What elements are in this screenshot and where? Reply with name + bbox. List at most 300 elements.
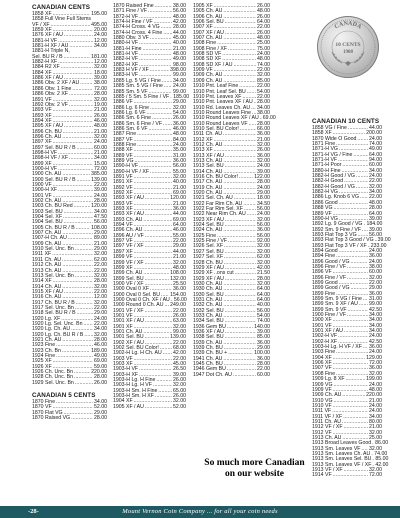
leader-dots <box>233 373 256 378</box>
coin-description: 1906 XF <box>312 360 332 367</box>
leader-dots <box>69 44 93 49</box>
coin-price: 32.00 <box>94 272 107 279</box>
coin-description: 1913 Ch. AU <box>32 267 62 274</box>
coin-description: 1913 Sm. Leaves VF / XF <box>312 461 372 468</box>
coin-price: 28.00 <box>257 361 270 368</box>
coin-description: 1901 XF <box>113 323 133 330</box>
coin-price: 34.00 <box>94 155 107 162</box>
coin-price: 36.00 <box>257 227 270 234</box>
coin-price: 36.00 <box>369 253 382 260</box>
coin-description: 1903 Ch. BU Red <box>32 203 73 210</box>
leader-dots <box>71 416 93 421</box>
coin-price: 54.00 <box>257 88 270 95</box>
coin-description: 1910 Round Leaves Fine <box>193 109 251 116</box>
coin-description: 1900 Oval 0 XF <box>113 286 150 293</box>
coin-description: 1871 Fine / VF <box>113 8 148 15</box>
coin-price: 24.00 <box>257 211 270 218</box>
coin-price: 36.00 <box>257 339 270 346</box>
coin-price: 22.00 <box>94 304 107 311</box>
coin-description: 1907 XF / AU <box>193 29 224 36</box>
coin-price: 56.00 <box>257 307 270 314</box>
coin-description: 1887 Fine <box>113 131 137 138</box>
coin-description: 1901 XF / AU <box>113 318 144 325</box>
coin-description: 1916 Ch. AU <box>32 294 62 301</box>
coin-description: 1893 VF <box>32 107 52 114</box>
coin-description: 1913 Sel. BU <box>193 163 224 170</box>
coin-price: 25.00 <box>369 434 382 441</box>
coin-price: 45.00 <box>173 35 186 42</box>
coin-price: 24.00 <box>173 141 186 148</box>
coin-price: 55.00 <box>173 232 186 239</box>
coin-description: 1874-H Fine / VF <box>113 19 153 26</box>
coin-price: 99.00 <box>173 72 186 79</box>
coin-description: 1917 Ch. AU <box>193 179 223 186</box>
coin-description: 1889 VG <box>113 157 134 164</box>
coin-price: 120.00 <box>170 195 186 202</box>
coin-price: 28.00 <box>94 336 107 343</box>
coin-description: 1917 Sel. Unc. Bn <box>32 304 74 311</box>
price-row <box>113 405 186 410</box>
coin-price: 99.00 <box>369 301 382 308</box>
coin-price: 26.00 <box>173 393 186 400</box>
coin-description: 1893 Flat Top 3 VG <box>312 231 357 238</box>
coin-price: 28.00 <box>257 275 270 282</box>
coin-price: 398.00 <box>170 67 186 74</box>
coin-description: 1899 Fine <box>312 290 336 297</box>
coin-description: 1922 Near Rim Ch. AU <box>193 211 246 218</box>
page-number: -28- <box>28 508 39 515</box>
coin-price: 56.00 <box>94 219 107 226</box>
coin-description: 1885 Sm. 5 VF <box>113 88 148 95</box>
coin-price: 72.00 <box>369 472 382 479</box>
coin-price: 56.00 <box>173 8 186 15</box>
coin-description: 1920 Lg. Ch. BU R / B <box>32 331 84 338</box>
coin-price: 22.00 <box>257 24 270 31</box>
coin-price: 181.00 <box>91 53 107 60</box>
coin-description: 1899 Sm. 9 XF / AU <box>312 301 358 308</box>
coin-description: 1887 VF <box>113 136 133 143</box>
coin-price: 44.00 <box>173 29 186 36</box>
coin-description: 1907 VF <box>312 365 332 372</box>
coin-price: 48.00 <box>173 13 186 20</box>
coin-description: 1896 Ch. AU <box>113 227 143 234</box>
coin-price: 46.00 <box>173 227 186 234</box>
coin-price: 38.00 <box>257 109 270 116</box>
coin-price: 48.00 <box>173 51 186 58</box>
coin-price: 31.00 <box>369 296 382 302</box>
coin-description: 1892 Lg. 9 Good / VG <box>312 221 363 228</box>
coin-description: 1900-H VF <box>32 165 58 172</box>
coin-description: 1858 VG / Fine <box>312 125 347 131</box>
coin-description: 1900 XF <box>312 317 332 324</box>
coin-description: 1922 Far Rim Sel. XF <box>193 206 243 213</box>
coin-description: 1934 Sel. BU <box>193 318 224 325</box>
coin-price: 42.00 <box>173 350 186 357</box>
coin-price: 22.00 <box>173 355 186 362</box>
coin-description: 1924 Ch. AU <box>193 227 223 234</box>
coin-price: 48.00 <box>257 56 270 63</box>
coin-price: 38.00 <box>173 3 186 9</box>
coin-description: 1910 Sel. BU Color! <box>193 125 239 132</box>
coin-description: 1881-H XF / AU <box>32 43 69 50</box>
coin-description: 1897 VF <box>113 238 133 245</box>
coin-description: 1908 SD XF / AU <box>193 61 233 68</box>
coin-price: 85.00 <box>257 77 270 84</box>
coin-price: 44.00 <box>173 211 186 218</box>
coin-price: 56.00 <box>257 232 270 239</box>
coin-description: 1926 XF <box>32 363 52 370</box>
price-list-10-cents <box>312 125 391 479</box>
coin-description: 1882-H Good <box>312 178 344 185</box>
coin-denomination: 10 CENTS <box>335 42 361 48</box>
coin-price: 26.00 <box>257 29 270 36</box>
coin-price: 22.00 <box>94 320 107 327</box>
coin-price: 39.00 <box>94 187 107 194</box>
coin-description: 1886 XF / AU <box>32 75 63 82</box>
coin-price: 64.00 <box>257 296 270 303</box>
coin-description: 1947 Dot Ch. AU <box>193 371 232 378</box>
coin-price: 21.00 <box>94 128 107 135</box>
price-row <box>32 416 107 421</box>
coin-price: 32.00 <box>257 216 270 223</box>
coin-description: 1900 Oval 0 Ch. XF / AU <box>113 296 170 303</box>
coin-price: 84.00 <box>173 136 186 143</box>
coin-price: 26.00 <box>173 377 186 384</box>
coin-description: 1913 Sm. Leaves Sel. BU <box>312 456 372 463</box>
price-row <box>312 473 382 478</box>
coin-price: 220.00 <box>366 392 382 399</box>
coin-description: 1905 XF <box>193 3 213 9</box>
coin-price: 108.00 <box>170 270 186 277</box>
coin-price: 38.00 <box>94 80 107 87</box>
coin-price: 22.00 <box>94 262 107 269</box>
footer-tagline: Mount Vernon Coin Company ... for all your coin needs <box>122 508 278 515</box>
coin-price: 35.00 <box>173 147 186 154</box>
coin-description: 1871-H VF <box>312 157 338 164</box>
coin-description: 1897 XF <box>113 248 133 255</box>
coin-description: 1911 Ch. AU <box>32 256 62 263</box>
coin-description: 1925 XF <box>32 358 52 365</box>
footer-bar <box>0 506 400 518</box>
coin-price: 63.00 <box>173 318 186 325</box>
coin-description: 1886 Lg. Knob 6 VG <box>312 194 360 201</box>
coin-price: 64.00 <box>369 210 382 217</box>
coin-description: 1909 Ch. AU <box>32 240 62 247</box>
coin-description: 1871 Fine <box>312 141 336 148</box>
coin-description: 1888 XF <box>113 147 133 154</box>
coin-description: 1913 Ch. AU <box>193 157 223 164</box>
coin-description: 1911 VF <box>312 408 332 415</box>
coin-price: 64.00 <box>369 151 382 158</box>
coin-price: 99.00 <box>173 88 186 95</box>
coin-description: 1909 Ch. AU <box>193 77 223 84</box>
coin-price: 18.00 <box>257 195 270 202</box>
coin-price: 26.00 <box>173 115 186 122</box>
coin-description: 1929 XF / AU <box>193 275 224 282</box>
coin-price: 32.00 <box>257 72 270 79</box>
leader-dots <box>145 405 172 410</box>
coin-price: 22.00 <box>173 238 186 245</box>
coin-description: 1886 Sm. 6 Fine / VF <box>113 120 163 127</box>
coin-price: 28.00 <box>173 24 186 31</box>
coin-description: 1903-H XF <box>113 371 139 378</box>
coin-price: 65.00 <box>173 387 186 394</box>
coin-description: 1882-H VG <box>312 189 338 196</box>
coin-price: 129.00 <box>366 354 382 361</box>
coin-price: 69.00 <box>173 190 186 197</box>
coin-price: 56.00 <box>257 206 270 213</box>
coin-price: 32.00 <box>94 331 107 338</box>
coin-price: 36.00 <box>173 286 186 293</box>
coin-price: 28.00 <box>94 374 107 381</box>
coin-description: 1905 Ch. BU R / B <box>32 224 75 231</box>
coin-description: 1890-H VG <box>312 215 338 222</box>
coin-description: 1905 XF / AU <box>113 403 144 410</box>
coin-description: 1870 Fine <box>32 399 56 406</box>
coin-description: 1896 Good / VG <box>312 258 350 265</box>
coin-price: 28.00 <box>94 198 107 205</box>
coin-description: 1882-H VF <box>113 56 139 63</box>
coin-price: 38.00 <box>369 263 382 270</box>
coin-price: 40.00 <box>257 302 270 309</box>
coin-price: 32.00 <box>369 429 382 436</box>
coin-price: 36.00 <box>369 290 382 297</box>
coin-price: 24.00 <box>369 173 382 180</box>
coin-description: 1884 R2 XF <box>32 64 60 71</box>
coin-price: 22.00 <box>173 339 186 346</box>
coin-description: 1910 VF <box>312 402 332 409</box>
coin-price: 54.00 <box>173 109 186 116</box>
coin-description: 1933 Ch. AU <box>193 312 223 319</box>
price-row <box>193 373 270 378</box>
coin-description: 1897 Sel. BU R / B <box>32 144 76 151</box>
coin-description: 1886 Obv. 1 Fine <box>32 85 72 92</box>
coin-price: 24.00 <box>94 139 107 146</box>
coin-description: 1880 Obv. 3 VF <box>113 35 149 42</box>
coin-price: 24.00 <box>369 402 382 409</box>
coin-price: 39.00 <box>377 237 391 244</box>
coin-description: 1904 XF <box>113 398 133 405</box>
coin-price: 233.00 <box>370 242 387 249</box>
coin-price: 47.50 <box>94 214 107 221</box>
coin-description: 1889 VF <box>312 210 332 217</box>
coin-price: 29.00 <box>173 99 186 106</box>
coin-price: 22.00 <box>369 279 382 286</box>
coin-price: 98.00 <box>173 61 186 68</box>
coin-description: 1920 Lg. Ch. AU <box>32 326 71 333</box>
coin-description: 1903-H Lg. H VF <box>113 382 152 389</box>
coin-description: 1941 Ch. AU <box>193 355 223 362</box>
coin-price: 24.00 <box>369 135 382 142</box>
coin-description: 1892 Obv. 2 VF <box>32 101 68 108</box>
coin-description: 1929 XF ..ons cut <box>193 270 234 277</box>
coin-description: 1925 Fine / VF <box>193 238 228 245</box>
coin-description: 1921 Ch. AU <box>32 336 62 343</box>
coin-description: 1896 AU / VF <box>113 232 144 239</box>
coin-description: 1903 Sel. BU <box>32 208 63 215</box>
coin-description: 1913 Sel. Unc. Bn <box>32 272 74 279</box>
coin-description: 1859 XF <box>32 27 52 34</box>
coin-price: 62.00 <box>257 254 270 261</box>
coin-price: 72.00 <box>369 360 382 367</box>
coin-price: 28.00 <box>94 278 107 285</box>
coin-description: 1890-H VF / XF <box>113 168 150 175</box>
coin-price: 21.00 <box>369 424 382 431</box>
coin-description: 1914 XF <box>32 278 52 285</box>
coin-description: 1891 XF <box>113 179 133 186</box>
coin-description: 1903 Fine <box>312 349 336 356</box>
coin-description: 1881-H Fine <box>113 45 142 52</box>
coin-description: 1882-H Good / VG <box>312 173 355 180</box>
coin-price: 24.00 <box>369 408 382 415</box>
coin-price: 34.50 <box>257 200 270 207</box>
coin-description: 1910 Rd. Leaves Ch. AU <box>193 104 251 111</box>
coin-price: 24.00 <box>173 83 186 90</box>
coin-price: 21.00 <box>173 184 186 191</box>
coin-description: 1916 Ch. BU Color! <box>193 174 238 180</box>
coin-price: 74.00 <box>257 61 270 68</box>
coin-description: 1928 Ch. BU <box>193 259 223 266</box>
coin-price: 94.00 <box>369 157 382 164</box>
coin-price: 32.00 <box>173 398 186 405</box>
coin-description: 1871-H VG <box>312 146 338 153</box>
coin-description: 1902-H XF <box>312 338 338 345</box>
coin-price: 29.00 <box>369 285 382 292</box>
coin-description: 1910 Sel. Unc. Bn <box>32 246 74 253</box>
coin-description: 1886 Obv. 2 XF <box>32 91 68 98</box>
coin-description: 1896 Ch. AU <box>32 133 62 140</box>
coin-description: 1910 Round Leaves VF <box>193 120 248 127</box>
coin-price: 249.00 <box>170 302 186 309</box>
coin-description: 1932 Sel. BU <box>193 307 224 314</box>
coin-description: 1914 Ch. AU <box>193 168 223 175</box>
coin-price: 34.00 <box>173 77 186 84</box>
price-row <box>32 381 107 386</box>
coin-description: 1903-H VF <box>113 366 139 373</box>
column-2 <box>113 3 190 410</box>
section-heading-5-cents: CANADIAN 5 CENTS <box>32 392 96 400</box>
coin-price: 40.00 <box>173 40 186 47</box>
coin-price: 60.00 <box>369 269 382 276</box>
coin-price: 22.00 <box>369 194 382 201</box>
coin-price: 154.00 <box>170 291 186 298</box>
coin-price: 21.00 <box>94 107 107 114</box>
coin-description: 1931 Ch. AU <box>193 296 223 303</box>
coin-price: 39.00 <box>173 371 186 378</box>
coin-price: 74.00 <box>257 318 270 325</box>
coin-description: 1913 XF <box>193 147 213 154</box>
coin-description: 1926 Sel. XF <box>193 243 223 250</box>
coin-description: 1939 Ch. AU <box>193 339 223 346</box>
coin-price: 56.00 <box>173 163 186 170</box>
coin-price: 21.00 <box>173 254 186 261</box>
coin-description: 1892 Sm. 9 Fine / VF <box>312 226 362 233</box>
coin-price: 32.00 <box>369 445 382 452</box>
price-list-5-cents-continued <box>113 3 190 410</box>
column-3 <box>193 3 276 378</box>
coin-price: 56.00 <box>257 222 270 229</box>
coin-description: 1899 XF <box>32 160 52 167</box>
coin-price: 68.00 <box>173 345 186 351</box>
coin-price: 39.00 <box>94 75 107 82</box>
coin-price: 32.00 <box>94 133 107 140</box>
coin-price: 26.50 <box>173 366 186 373</box>
coin-description: 1886 Lg. 6 VF <box>113 109 146 116</box>
coin-description: 1902 XF / AU <box>113 339 144 346</box>
coin-description: 1870 Wide O Good <box>312 135 357 142</box>
coin-price: 32.00 <box>173 174 186 180</box>
coin-price: 29.00 <box>94 246 107 253</box>
coin-description: 1927 Sel. XF <box>193 254 223 261</box>
coin-description: 1928 Ch. Unc. Bn <box>32 374 73 381</box>
coin-legend-top: CANADA <box>333 20 363 31</box>
coin-price: 220.00 <box>91 369 107 376</box>
coin-description: 1870 Raised VG <box>32 415 71 422</box>
coin-description: 1858 XF <box>312 130 332 137</box>
coin-description: 1946 Gem BU <box>193 366 226 373</box>
coin-price: 36.00 <box>173 157 186 164</box>
coin-price: 132.00 <box>170 275 186 282</box>
coin-price: 189.00 <box>91 347 107 354</box>
coin-price: 199.00 <box>366 376 382 383</box>
section-heading-cents: CANADIAN CENTS <box>32 4 91 11</box>
coin-price: 31.00 <box>173 152 186 159</box>
coin-description: 1909 Lg. 8 XF <box>312 376 345 383</box>
coin-description: 1902 Sel. BU Color! <box>113 345 159 351</box>
coin-description: 1904 XF <box>312 354 332 361</box>
coin-price: 28.00 <box>257 120 270 127</box>
coin-price: 92.00 <box>257 238 270 245</box>
coin-price: 69.00 <box>173 216 186 223</box>
coin-description: 1901 Ch. AU <box>113 328 143 335</box>
coin-description: 1896 Fine / VF <box>312 274 347 281</box>
coin-description: 1899 Sm. 9 VF <box>312 306 347 313</box>
coin-description: 1858 Full Vine Full Stems <box>32 16 92 23</box>
coin-price: 22.00 <box>173 307 186 314</box>
coin-price: 24.00 <box>257 51 270 58</box>
coin-description: 1871-H VG / Fine <box>312 151 353 158</box>
coin-price: 29.00 <box>173 243 186 250</box>
coin-price: 39.00 <box>257 328 270 335</box>
coin-description: 1886 Good <box>312 199 338 206</box>
coin-description: 1896 Ch. BU <box>32 128 62 135</box>
coin-description: 1870 Flat VG <box>32 409 63 416</box>
coin-price: 18.00 <box>94 69 107 76</box>
coin-description: 1903-H Lg. H Fine <box>113 377 156 384</box>
coin-price: 28.00 <box>94 91 107 98</box>
coin-description: 1893 XF <box>113 206 133 213</box>
coin-description: 1885 Lg. 5 VG / Fine <box>113 77 161 84</box>
coin-price: 32.00 <box>173 382 186 389</box>
coin-price: 29.00 <box>94 230 107 237</box>
coin-description: 1893 XF <box>32 112 52 119</box>
coin-price: 21.50 <box>257 270 270 277</box>
coin-price: 24.00 <box>94 192 107 199</box>
coin-description: 1894 VF <box>113 222 133 229</box>
coin-description: 1905 Ch. AU <box>193 8 223 15</box>
coin-price: 140.00 <box>254 323 270 330</box>
coin-price: 46.00 <box>173 125 186 132</box>
coin-description: 1907 Ch. AU <box>193 35 223 42</box>
coin-description: 1903-H Sm. H XF <box>113 393 154 400</box>
coin-description: 1915 XF / AU <box>32 288 63 295</box>
coin-price: 34.00 <box>369 189 382 196</box>
coin-price: 74.00 <box>374 450 388 457</box>
coin-description: 1881-H Triple N, <box>32 48 70 55</box>
coin-description: 1914 Ch. AU <box>32 283 62 290</box>
coin-price: 21.00 <box>94 149 107 156</box>
coin-description: 1894 Good <box>312 247 338 254</box>
